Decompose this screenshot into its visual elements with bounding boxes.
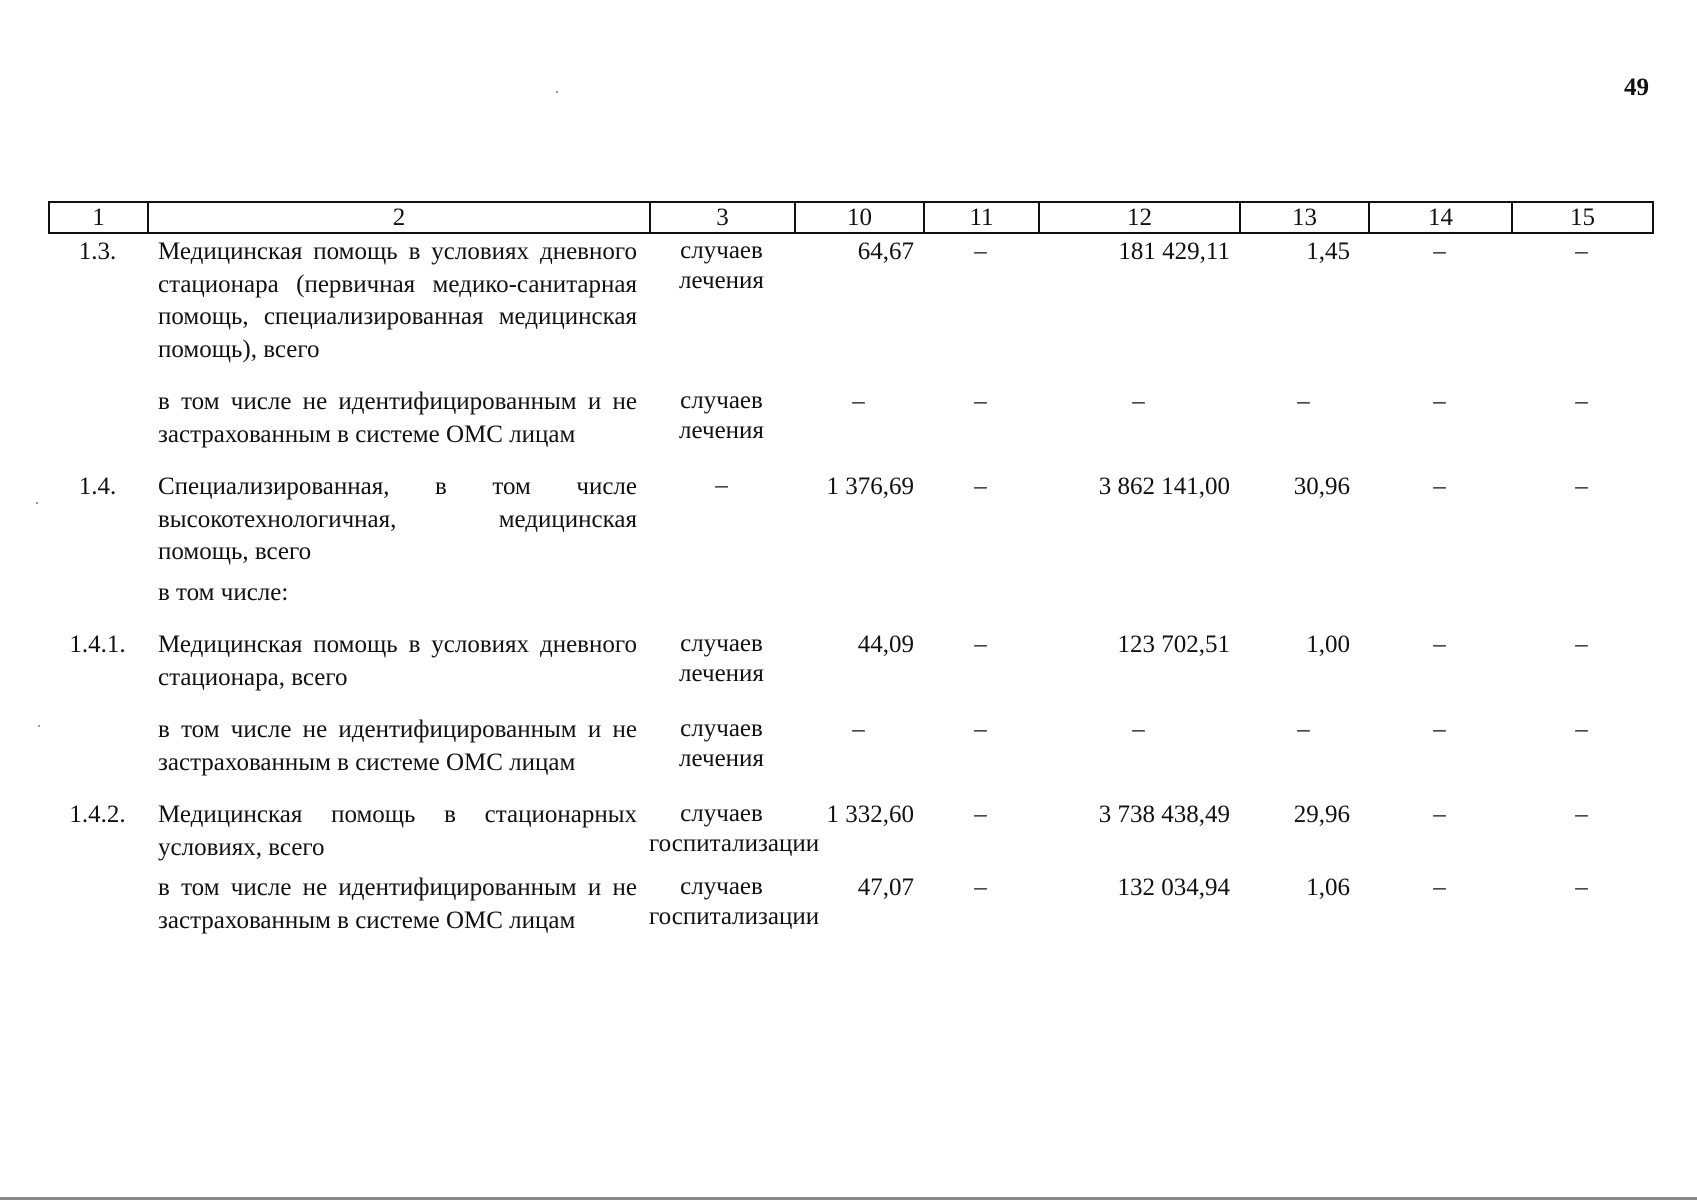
- cell-col-13: [1239, 577, 1368, 610]
- table-row: [48, 471, 1652, 569]
- cell-col-11: –: [974, 388, 987, 415]
- row-unit: случаев лечения: [679, 715, 764, 772]
- cell-col-11: –: [974, 238, 987, 265]
- row-number: [48, 386, 147, 451]
- cell-col-15: –: [1575, 473, 1588, 500]
- header-col-12: 12: [1039, 202, 1240, 233]
- cell-col-12: 3 738 438,49: [1098, 801, 1230, 828]
- row-description: в том числе не идентифицированным и не застрахованным в системе ОМС лицам: [158, 874, 637, 934]
- table-row: [48, 872, 1652, 937]
- row-number: [48, 872, 147, 937]
- header-col-11: 11: [924, 202, 1039, 233]
- cell-col-12: 181 429,11: [1118, 238, 1230, 265]
- row-number: 1.4.1.: [69, 631, 126, 658]
- cell-col-12: –: [1132, 716, 1145, 743]
- table-row: [48, 799, 1652, 864]
- cell-col-10: –: [852, 388, 865, 415]
- cell-col-14: –: [1433, 238, 1446, 265]
- cell-col-15: –: [1575, 631, 1588, 658]
- cell-col-15: –: [1575, 238, 1588, 265]
- row-description: Специализированная, в том числе высокотехнологичная, медицинская помощь, всего: [158, 473, 637, 565]
- header-col-1: 1: [49, 202, 148, 233]
- row-number: [48, 714, 147, 779]
- header-col-15: 15: [1512, 202, 1653, 233]
- cell-col-11: –: [974, 473, 987, 500]
- row-number: 1.4.: [78, 473, 117, 500]
- header-col-3: 3: [650, 202, 795, 233]
- cell-col-15: –: [1575, 801, 1588, 828]
- cell-col-11: –: [974, 631, 987, 658]
- row-description: Медицинская помощь в условиях дневного стационара, всего: [158, 631, 637, 691]
- cell-col-14: –: [1433, 874, 1446, 901]
- row-number: 1.3.: [78, 238, 117, 265]
- cell-col-14: –: [1433, 473, 1446, 500]
- cell-col-12: [1038, 577, 1239, 610]
- cell-col-13: 29,96: [1293, 801, 1350, 828]
- row-unit: случаев госпитализации: [649, 800, 820, 857]
- table-row: [48, 714, 1652, 779]
- column-number-header: [48, 201, 1654, 234]
- cell-col-10: 64,67: [857, 238, 914, 265]
- cell-col-11: [923, 577, 1038, 610]
- data-table: [48, 236, 1652, 937]
- table-row: [48, 577, 1652, 610]
- cell-col-15: –: [1575, 874, 1588, 901]
- row-number: 1.4.2.: [69, 801, 126, 828]
- cell-col-13: 1,45: [1306, 238, 1350, 265]
- row-description: в том числе не идентифицированным и не застрахованным в системе ОМС лицам: [158, 716, 637, 776]
- cell-col-14: –: [1433, 801, 1446, 828]
- cell-col-14: –: [1433, 631, 1446, 658]
- table-row: [48, 629, 1652, 694]
- cell-col-11: –: [974, 801, 987, 828]
- cell-col-15: –: [1575, 388, 1588, 415]
- cell-col-11: –: [974, 716, 987, 743]
- scan-speck: [36, 502, 38, 504]
- cell-col-12: 123 702,51: [1117, 631, 1230, 658]
- cell-col-10: 47,07: [857, 874, 914, 901]
- cell-col-15: –: [1575, 716, 1588, 743]
- cell-col-12: –: [1132, 388, 1145, 415]
- scan-speck: [556, 91, 558, 93]
- cell-col-13: 1,06: [1306, 874, 1350, 901]
- row-number: [48, 577, 147, 610]
- row-description: в том числе не идентифицированным и не застрахованным в системе ОМС лицам: [158, 388, 637, 448]
- cell-col-10: 1 332,60: [826, 801, 914, 828]
- cell-col-14: [1368, 577, 1511, 610]
- row-unit: –: [715, 472, 728, 499]
- cell-col-12: 132 034,94: [1117, 874, 1230, 901]
- header-col-2: 2: [148, 202, 650, 233]
- row-unit: случаев лечения: [679, 387, 764, 444]
- header-col-13: 13: [1240, 202, 1369, 233]
- cell-col-13: –: [1297, 388, 1310, 415]
- row-description: Медицинская помощь в условиях дневного стационара (первичная медико-санитарная помощь, специализированная медицинская помощь), всего: [158, 238, 637, 363]
- row-unit: случаев лечения: [679, 630, 764, 687]
- cell-col-15: [1511, 577, 1652, 610]
- row-unit: случаев госпитализации: [649, 873, 820, 930]
- cell-col-14: –: [1433, 388, 1446, 415]
- row-unit: случаев лечения: [679, 237, 764, 294]
- row-description: Медицинская помощь в стационарных условиях, всего: [158, 801, 637, 861]
- cell-col-10: 44,09: [857, 631, 914, 658]
- cell-col-10: [794, 577, 923, 610]
- header-col-14: 14: [1369, 202, 1512, 233]
- cell-col-10: 1 376,69: [826, 473, 914, 500]
- cell-col-11: –: [974, 874, 987, 901]
- cell-col-10: –: [852, 716, 865, 743]
- cell-col-13: –: [1297, 716, 1310, 743]
- cell-col-14: –: [1433, 716, 1446, 743]
- cell-col-12: 3 862 141,00: [1098, 473, 1230, 500]
- cell-col-13: 1,00: [1306, 631, 1350, 658]
- header-col-10: 10: [795, 202, 924, 233]
- row-unit: [649, 577, 794, 610]
- table-row: [48, 236, 1652, 366]
- page-number: 49: [1624, 74, 1649, 101]
- scan-speck: [38, 725, 40, 727]
- row-description: в том числе:: [158, 578, 289, 606]
- cell-col-13: 30,96: [1293, 473, 1350, 500]
- table-row: [48, 386, 1652, 451]
